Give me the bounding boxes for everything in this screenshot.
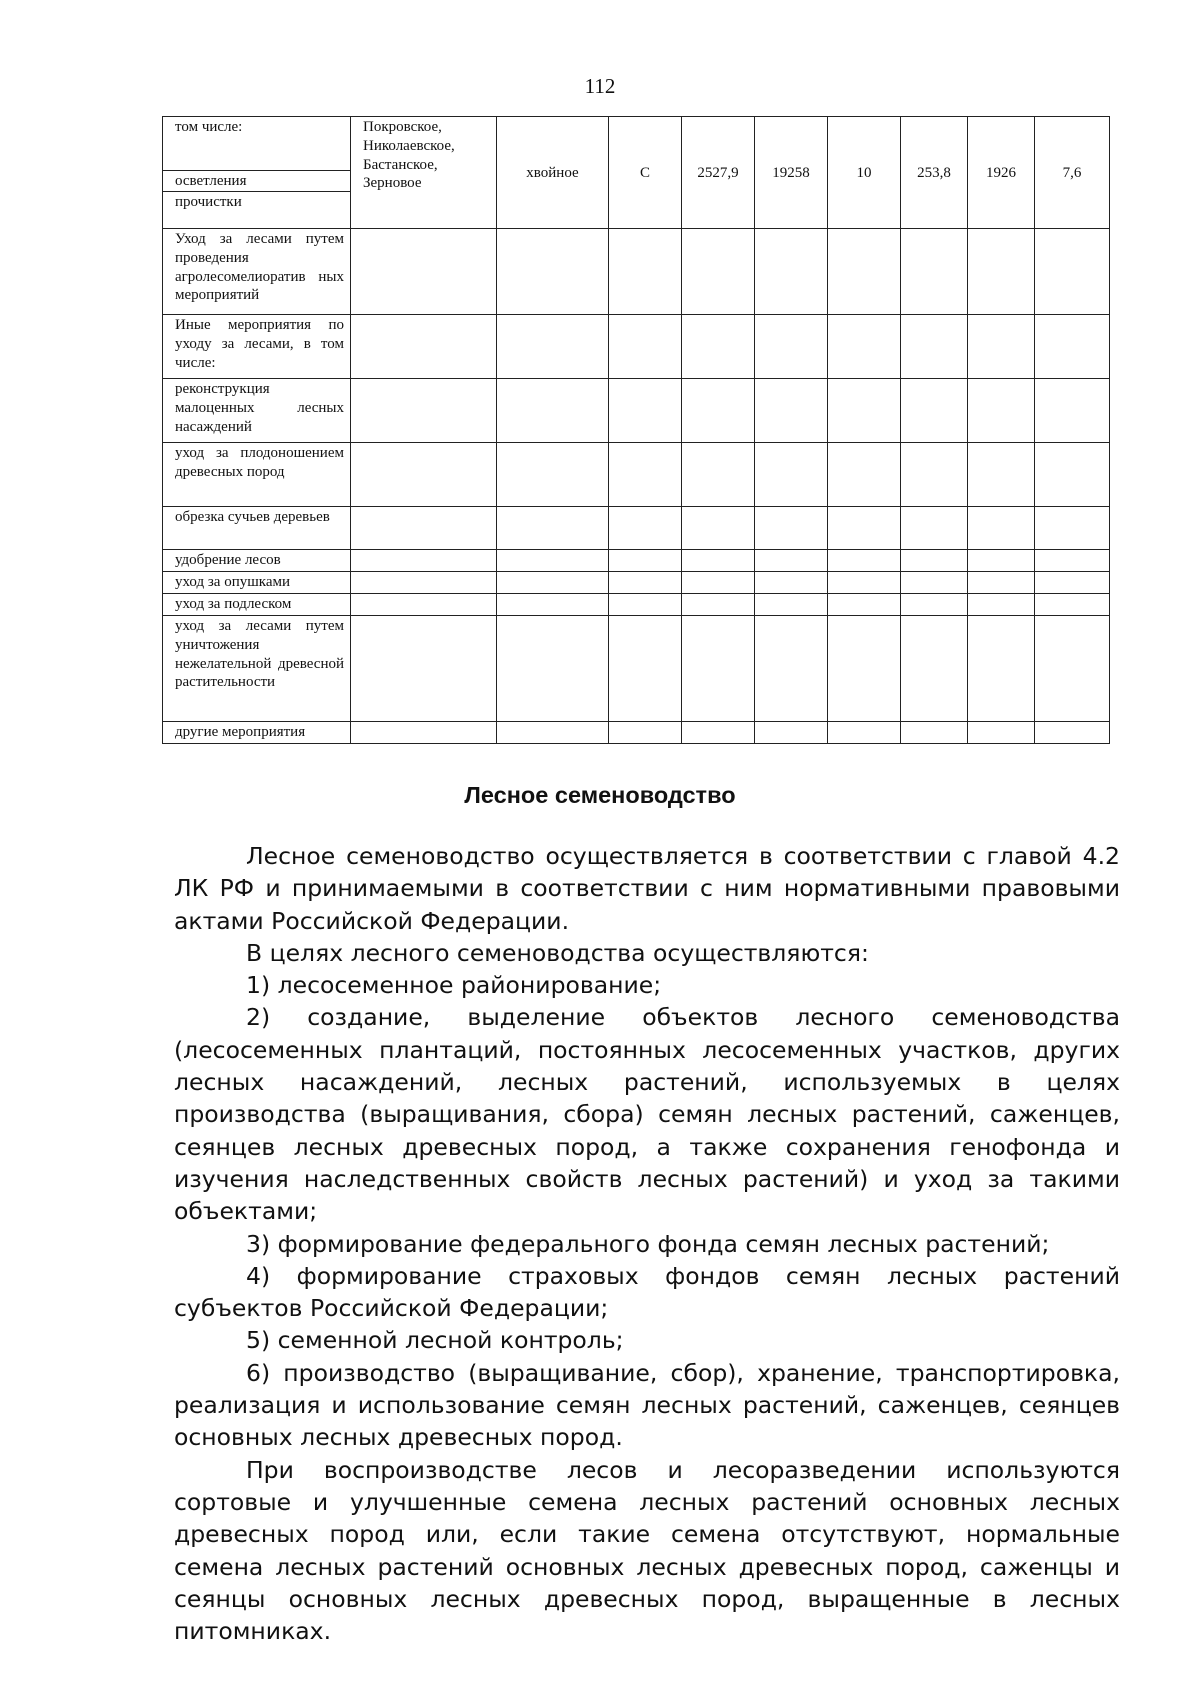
table-row bbox=[163, 572, 1110, 594]
row-label: уход за лесами путем уничтожения нежелательной древесной растительности bbox=[163, 616, 351, 722]
table-row bbox=[163, 379, 1110, 443]
table-row bbox=[163, 229, 1110, 315]
list-item: 2) создание, выделение объектов лесного семеноводства (лесосеменных плантаций, постоянных лесосеменных участков, других лесных насаждений, лесных растений, используемых в целях производства (выращивания, сбора) семян лесных растений, саженцев, сеянцев лесных древесных пород, а также сохранения генофонда и изучения наследственных свойств лесных растений) и уход за такими объектами; bbox=[174, 1003, 1120, 1226]
forest-care-table bbox=[162, 116, 1110, 744]
row-label: том числе: bbox=[163, 117, 351, 171]
annual-volume-cell: 1926 bbox=[968, 117, 1035, 229]
table-row bbox=[163, 616, 1110, 722]
row-label: уход за плодоношением древесных пород bbox=[163, 443, 351, 507]
row-label: обрезка сучьев деревьев bbox=[163, 507, 351, 550]
row-label: Иные мероприятия по уходу за лесами, в том числе: bbox=[163, 315, 351, 379]
row-label: реконструкция малоценных лесных насаждений bbox=[163, 379, 351, 443]
row-label: уход за опушками bbox=[163, 572, 351, 594]
row-label: другие мероприятия bbox=[163, 722, 351, 744]
paragraph: При воспроизводстве лесов и лесоразведении используются сортовые и улучшенные семена лесных растений основных лесных древесных пород или, если такие семена отсутствуют, нормальные семена лесных растений основных лесных древесных пород, саженцы и сеянцы основных лесных древесных пород, выращенные в лесных питомниках. bbox=[174, 1455, 1120, 1646]
paragraph: Лесное семеноводство осуществляется в соответствии с главой 4.2 ЛК РФ и принимаемыми в соответствии с ним нормативными правовыми актами Российской Федерации. bbox=[174, 842, 1120, 935]
row-label: Уход за лесами путем проведения агролесомелиоратив ных мероприятий bbox=[163, 229, 351, 315]
table-row bbox=[163, 507, 1110, 550]
list-item: 6) производство (выращивание, сбор), хранение, транспортировка, реализация и использование семян лесных растений, саженцев, сеянцев основных лесных древесных пород. bbox=[174, 1358, 1120, 1452]
row-label: осветления bbox=[163, 171, 351, 192]
table-row bbox=[163, 594, 1110, 616]
table-row bbox=[163, 550, 1110, 572]
row-label: удобрение лесов bbox=[163, 550, 351, 572]
period-cell: 10 bbox=[828, 117, 901, 229]
section-heading: Лесное семеноводство bbox=[464, 782, 736, 808]
list-item: 4) формирование страховых фондов семян лесных растений субъектов Российской Федерации; bbox=[174, 1261, 1120, 1323]
table-row bbox=[163, 315, 1110, 379]
table-row bbox=[163, 117, 1110, 171]
list-item: 5) семенной лесной контроль; bbox=[246, 1326, 624, 1355]
percent-cell: 7,6 bbox=[1035, 117, 1110, 229]
table-row bbox=[163, 443, 1110, 507]
page-number: 112 bbox=[584, 74, 616, 98]
letter-cell: С bbox=[609, 117, 682, 229]
table-row bbox=[163, 722, 1110, 744]
farm-type-cell: хвойное bbox=[497, 117, 609, 229]
paragraph: В целях лесного семеноводства осуществляются: bbox=[246, 938, 869, 967]
body-text bbox=[174, 840, 1120, 1647]
area-cell: 2527,9 bbox=[682, 117, 755, 229]
row-label: уход за подлеском bbox=[163, 594, 351, 616]
list-item: 1) лесосеменное районирование; bbox=[246, 971, 662, 1000]
volume-cell: 19258 bbox=[755, 117, 828, 229]
list-item: 3) формирование федерального фонда семян лесных растений; bbox=[246, 1229, 1050, 1258]
row-label: прочистки bbox=[163, 192, 351, 229]
annual-area-cell: 253,8 bbox=[901, 117, 968, 229]
location-cell: Покровское, Николаевское, Бастанское, Зерновое bbox=[351, 117, 497, 229]
